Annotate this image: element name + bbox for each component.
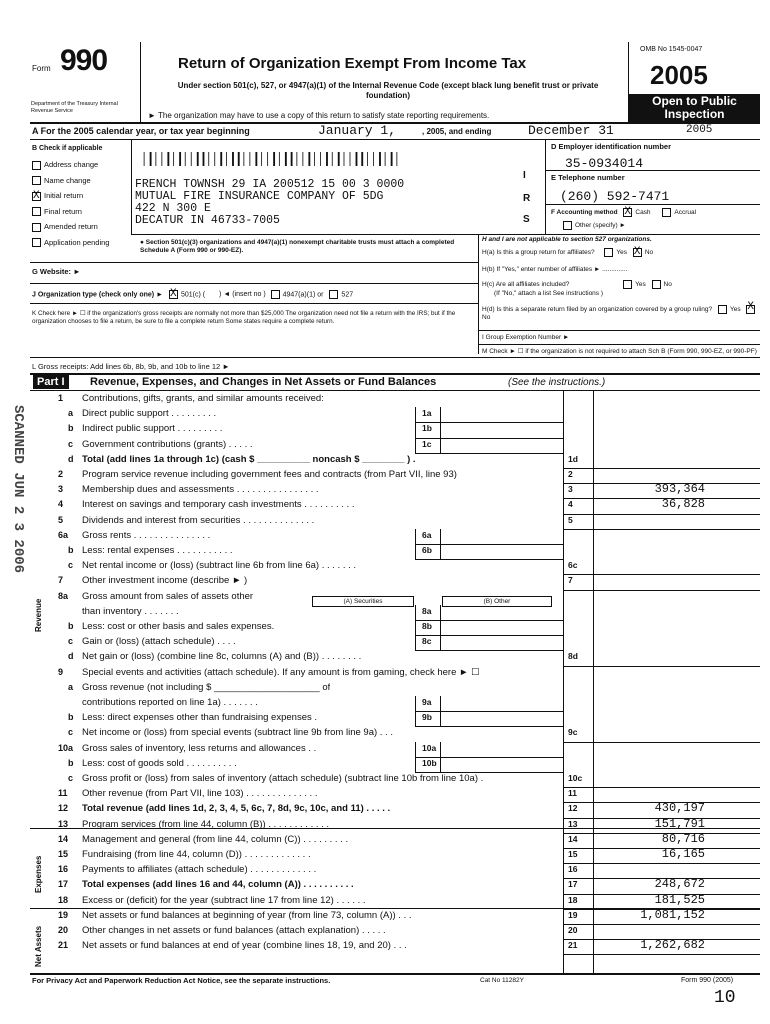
line-description: Other changes in net assets or fund balances (attach explanation) . . . . . <box>82 925 386 936</box>
line-description: than inventory . . . . . . . <box>82 605 179 617</box>
part-i-see-instructions: (See the instructions.) <box>508 377 606 388</box>
part-i-tag-text: Part I <box>37 376 65 388</box>
line-b-checkbox[interactable] <box>32 176 41 185</box>
line-code: 15 <box>568 849 578 859</box>
line-number: b <box>68 621 74 631</box>
line-k: K Check here ► ☐ if the organization's gross receipts are normally not more than $25,000 The organization need not file a return with the IRS; but if the organization chooses to file a return, be sure to file a complete return Some states require a complete return. <box>32 310 456 325</box>
line-description: Fundraising (from line 44, column (D)) . . . . . . . . . . . . . <box>82 849 311 860</box>
line-description: Less: rental expenses . . . . . . . . . . . <box>82 545 233 556</box>
line-hd-text: H(d) Is this a separate return filed by an organization covered by a group ruling? <box>482 306 713 314</box>
line-description: Direct public support . . . . . . . . . <box>82 408 217 420</box>
line-b-item <box>32 191 132 207</box>
form-label: Form <box>32 64 51 73</box>
state-notice: ► The organization may have to use a copy of this return to satisfy state reporting requirements. <box>148 111 490 120</box>
ha-yes-checkbox[interactable] <box>604 248 613 257</box>
line-b-checkbox[interactable] <box>32 223 41 232</box>
open-to-public-badge <box>629 94 760 122</box>
line-description: Less: cost of goods sold . . . . . . . . . . <box>82 757 237 769</box>
line-description: Total expenses (add lines 16 and 44, column (A)) . . . . . . . . . . <box>82 879 354 891</box>
line-b-item-label: Initial return <box>44 191 84 200</box>
line-b-item <box>32 176 132 192</box>
line-number: b <box>68 423 74 434</box>
line-description: Program service revenue including government fees and contracts (from Part VII, line 93) <box>82 469 457 480</box>
line-code: 7 <box>568 575 573 586</box>
line-description: Total (add lines 1a through 1c) (cash $ __________ noncash $ ________ ) . <box>82 453 416 465</box>
address-line-1: FRENCH TOWNSH 29 IA 200512 15 00 3 0000 <box>135 178 405 191</box>
line-l: L Gross receipts: Add lines 6b, 8b, 9b, and 10b to line 12 ► <box>32 362 230 371</box>
line-hc <box>482 280 672 289</box>
line-amount[interactable]: 430,197 <box>654 801 705 816</box>
line-code: 14 <box>568 833 578 844</box>
line-description: Interest on savings and temporary cash investments . . . . . . . . . . <box>82 499 355 511</box>
line-b-item-label: Amended return <box>44 222 98 231</box>
other-method-checkbox[interactable] <box>563 221 572 230</box>
line-description: Gross profit or (loss) from sales of inventory (attach schedule) (subtract line 10b from line 10a) . <box>82 773 484 784</box>
line-description: Gross revenue (not including $ ____________________ of <box>82 681 331 693</box>
line-description: Other investment income (describe ► ) <box>82 575 248 587</box>
line-m: M Check ► ☐ if the organization is not required to attach Sch B (Form 990, 990-EZ, or 990-PF) <box>482 348 757 355</box>
line-amount[interactable]: 248,672 <box>654 877 705 892</box>
address-line-4: DECATUR IN 46733-7005 <box>135 214 280 227</box>
line-code: 8c <box>422 636 432 647</box>
line-number: c <box>68 438 74 449</box>
line-code: 19 <box>568 909 578 920</box>
line-i: I Group Exemption Number ► <box>482 334 570 341</box>
line-number: 11 <box>58 788 68 799</box>
line-number: 9 <box>58 666 64 677</box>
address-label-area <box>133 142 518 232</box>
line-number: 2 <box>58 469 64 479</box>
line-code: 6c <box>568 560 578 571</box>
line-code: 9a <box>422 697 432 707</box>
col-header-other-box <box>442 596 552 607</box>
line-ha-text: H(a) Is this a group return for affiliates? <box>482 249 595 257</box>
line-number: 18 <box>58 894 69 905</box>
side-label-expenses: Expenses <box>34 855 43 893</box>
line-description: Government contributions (grants) . . . . . <box>82 438 253 450</box>
irs-letter-r: R <box>523 193 531 204</box>
hc-yes-label: Yes <box>635 281 646 289</box>
line-number: 3 <box>58 484 64 495</box>
line-code: 20 <box>568 925 578 935</box>
line-amount[interactable]: 151,791 <box>654 816 705 831</box>
org-type-4947-checkbox[interactable] <box>271 290 280 299</box>
line-description: Dividends and interest from securities . . . . . . . . . . . . . . <box>82 514 315 526</box>
col-header-securities: (A) Securities <box>343 598 383 605</box>
side-label-revenue: Revenue <box>34 598 43 632</box>
line-hc-text: H(c) Are all affiliates included? <box>482 281 570 289</box>
line-b-item <box>32 238 132 254</box>
barcode: │┃││┃│┃││┃┃││┃│┃┃││┃││┃│┃┃││┃││┃│┃││┃┃││┃│┃│ <box>141 152 400 166</box>
line-code: 9c <box>568 727 578 738</box>
line-a-mid: , 2005, and ending <box>422 127 492 136</box>
line-amount[interactable]: 36,828 <box>661 497 705 512</box>
telephone-number[interactable]: (260) 592-7471 <box>560 189 670 204</box>
hd-yes-checkbox[interactable] <box>718 305 727 314</box>
form-number: 990 <box>60 44 108 77</box>
line-description: Less: direct expenses other than fundraising expenses . <box>82 712 318 724</box>
line-code: 10c <box>568 773 583 783</box>
line-hc-note: (If "No," attach a list See instructions ) <box>494 290 604 297</box>
line-description: Net gain or (loss) (combine line 8c, columns (A) and (B)) . . . . . . . . <box>82 651 362 663</box>
line-b-item-label: Final return <box>44 206 82 216</box>
line-code: 1d <box>568 453 578 464</box>
line-amount[interactable]: 1,262,682 <box>640 938 705 953</box>
org-type-501c-checkbox[interactable] <box>169 290 178 299</box>
accrual-checkbox[interactable] <box>662 208 671 217</box>
line-code: 12 <box>568 803 578 814</box>
line-number: c <box>68 727 74 738</box>
hd-yes-label: Yes <box>729 306 741 314</box>
form-footer-id: Form 990 (2005) <box>681 977 734 984</box>
line-b-item-label: Application pending <box>44 237 110 247</box>
line-code: 8b <box>422 621 432 631</box>
hc-no-label: No <box>663 281 672 289</box>
line-code: 1c <box>422 438 432 449</box>
irs-letter-i: I <box>523 170 526 181</box>
form-title: Return of Organization Exempt From Income Tax <box>178 55 527 72</box>
address-line-3: 422 N 300 E <box>135 202 211 215</box>
line-b-item-label: Name change <box>44 175 91 185</box>
line-description: Other revenue (from Part VII, line 103) . . . . . . . . . . . . . . <box>82 788 318 800</box>
line-b-checkbox[interactable] <box>32 238 41 247</box>
line-b-checkbox[interactable] <box>32 207 41 216</box>
tax-year: 2005 <box>650 60 708 90</box>
line-code: 16 <box>568 864 578 875</box>
line-code: 5 <box>568 514 573 525</box>
line-description: Indirect public support . . . . . . . . . <box>82 423 223 435</box>
line-amount[interactable]: 16,165 <box>661 847 705 861</box>
hc-yes-checkbox[interactable] <box>623 280 632 289</box>
line-number: b <box>68 545 74 555</box>
tax-year-end-year: 2005 <box>686 124 713 136</box>
line-h-title: H and I are not applicable to section 527 organizations. <box>482 236 652 243</box>
line-f-label: F Accounting method <box>551 209 618 217</box>
line-g-website: G Website: ► <box>32 267 81 276</box>
line-b-item-label: Address change <box>44 160 99 169</box>
line-code: 18 <box>568 894 578 905</box>
line-code: 17 <box>568 879 578 890</box>
line-description: Gross sales of inventory, less returns and allowances . . <box>82 742 317 754</box>
line-number: d <box>68 453 74 464</box>
hd-no-checkbox[interactable] <box>746 305 755 314</box>
accrual-label: Accrual <box>674 209 697 217</box>
line-code: 13 <box>568 818 578 829</box>
privacy-notice: For Privacy Act and Paperwork Reduction Act Notice, see the separate instructions. <box>32 976 331 985</box>
org-type-4947-label: 4947(a)(1) or <box>282 291 324 299</box>
line-description: Net rental income or (loss) (subtract line 6b from line 6a) . . . . . . . <box>82 560 357 572</box>
employer-id[interactable]: 35-0934014 <box>565 156 644 171</box>
line-number: 21 <box>58 940 69 951</box>
line-b-checkbox[interactable] <box>32 192 41 201</box>
line-description: Excess or (deficit) for the year (subtract line 17 from line 12) . . . . . . <box>82 894 366 906</box>
cash-label: Cash <box>635 209 651 217</box>
line-amount[interactable]: 1,081,152 <box>640 907 705 922</box>
line-code: 1a <box>422 408 432 419</box>
line-number: d <box>68 651 74 662</box>
other-method-label: Other (specify) ► <box>575 222 626 230</box>
line-number: c <box>68 560 74 571</box>
line-description: contributions reported on line 1a) . . . . . . . <box>82 697 258 708</box>
hc-no-checkbox[interactable] <box>652 280 661 289</box>
line-code: 10a <box>422 742 437 753</box>
line-description: Membership dues and assessments . . . . . . . . . . . . . . . . <box>82 484 319 496</box>
tax-year-end[interactable]: December 31 <box>528 123 614 138</box>
line-description: Net assets or fund balances at beginning of year (from line 73, column (A)) . . . <box>82 909 412 921</box>
cash-checkbox[interactable] <box>623 208 632 217</box>
line-number: 1 <box>58 393 64 403</box>
line-description: Net income or (loss) from special events (subtract line 9b from line 9a) . . . <box>82 727 393 739</box>
scanned-stamp: SCANNED JUN 2 3 2006 <box>10 405 26 574</box>
line-description: Gross rents . . . . . . . . . . . . . . . <box>82 529 211 541</box>
line-code: 9b <box>422 712 432 723</box>
line-amount[interactable]: 80,716 <box>661 831 705 846</box>
line-code: 10b <box>422 757 437 768</box>
line-amount[interactable]: 393,364 <box>654 482 705 497</box>
col-header-other: (B) Other <box>483 598 511 605</box>
line-number: c <box>68 636 74 647</box>
line-code: 4 <box>568 499 573 510</box>
part-i-tag <box>33 375 69 389</box>
line-number: 15 <box>58 849 69 859</box>
line-b-label: B Check if applicable <box>32 145 103 152</box>
line-description: Net assets or fund balances at end of year (combine lines 18, 19, and 20) . . . <box>82 940 407 952</box>
line-number: 5 <box>58 514 64 525</box>
line-hb: H(b) If "Yes," enter number of affiliates ► .............. <box>482 266 628 273</box>
line-code: 6b <box>422 545 432 555</box>
line-number: 10a <box>58 742 74 753</box>
form-subtitle: Under section 501(c), 527, or 4947(a)(1) of the Internal Revenue Code (except black lung benefit trust or private foundation) <box>177 81 599 100</box>
line-d-label: D Employer identification number <box>551 142 672 151</box>
line-ha <box>482 248 653 257</box>
line-description: Gross amount from sales of assets other <box>82 590 254 602</box>
tax-year-begin[interactable]: January 1, <box>318 123 397 138</box>
line-number: b <box>68 757 74 768</box>
line-number: a <box>68 681 74 692</box>
line-b-checkbox-list <box>32 160 132 253</box>
line-code: 6a <box>422 529 432 540</box>
line-a-label: A For the 2005 calendar year, or tax year beginning <box>32 126 250 136</box>
line-e-label: E Telephone number <box>551 173 625 182</box>
org-type-insert: ) ◄ (insert no ) <box>219 291 266 299</box>
org-type-527-label: 527 <box>341 291 354 299</box>
line-code: 11 <box>568 788 577 799</box>
line-number: b <box>68 712 74 723</box>
line-number: 12 <box>58 803 69 814</box>
col-header-securities-box <box>312 596 414 607</box>
catalog-number: Cat No 11282Y <box>480 977 524 984</box>
line-description: Program services (from line 44, column (B)) . . . . . . . . . . . . <box>82 818 330 830</box>
line-number: 8a <box>58 590 69 601</box>
line-number: c <box>68 773 74 783</box>
ha-yes-label: Yes <box>616 249 628 257</box>
hd-no-label: No <box>482 314 491 322</box>
line-description: Payments to affiliates (attach schedule) . . . . . . . . . . . . . <box>82 864 317 876</box>
line-number: 14 <box>58 833 69 844</box>
line-description: Gain or (loss) (attach schedule) . . . . <box>82 636 236 648</box>
section-501-note: ● Section 501(c)(3) organizations and 4947(a)(1) nonexempt charitable trusts must attach a completed Schedule A (Form 990 or 990-EZ). <box>140 239 455 254</box>
org-type-527-checkbox[interactable] <box>329 290 338 299</box>
line-number: 16 <box>58 864 69 875</box>
line-j-label: J Organization type (check only one) ► <box>32 291 164 299</box>
line-number: a <box>68 408 74 419</box>
line-code: 8a <box>422 605 432 616</box>
irs-letter-s: S <box>523 214 530 225</box>
line-code: 21 <box>568 940 578 951</box>
line-description: Less: cost or other basis and sales expenses. <box>82 621 275 632</box>
open-to-public-text: Open to Public Inspection <box>652 94 737 121</box>
line-number: 6a <box>58 529 69 540</box>
ha-no-label: No <box>644 249 654 257</box>
page-mark: 10 <box>714 988 736 1008</box>
line-description: Management and general (from line 44, column (C)) . . . . . . . . . <box>82 833 349 845</box>
line-number: 17 <box>58 879 69 890</box>
line-b-checkbox[interactable] <box>32 161 41 170</box>
part-i-title: Revenue, Expenses, and Changes in Net Assets or Fund Balances <box>90 376 437 388</box>
line-code: 1b <box>422 423 432 434</box>
org-type-501c-label: 501(c) ( <box>180 291 206 299</box>
line-code: 8d <box>568 651 578 662</box>
line-number: 13 <box>58 818 69 829</box>
line-number: 7 <box>58 575 64 586</box>
line-hd <box>482 305 762 322</box>
line-description: Contributions, gifts, grants, and similar amounts received: <box>82 393 324 404</box>
department: Department of the Treasury Internal Revenue Service <box>31 101 118 114</box>
ha-no-checkbox[interactable] <box>633 248 642 257</box>
line-number: 20 <box>58 925 69 935</box>
line-description: Total revenue (add lines 1d, 2, 3, 4, 5, 6c, 7, 8d, 9c, 10c, and 11) . . . . . <box>82 803 391 815</box>
omb-number: OMB No 1545-0047 <box>640 46 703 53</box>
line-code: 2 <box>568 469 573 479</box>
address-line-2: MUTUAL FIRE INSURANCE COMPANY OF 5DG <box>135 190 384 203</box>
line-b-item <box>32 160 132 176</box>
line-description: Special events and activities (attach schedule). If any amount is from gaming, check here ► ☐ <box>82 666 480 678</box>
line-b-item <box>32 207 132 223</box>
line-number: 19 <box>58 909 69 920</box>
line-b-item <box>32 222 132 238</box>
line-amount[interactable]: 181,525 <box>654 892 705 907</box>
side-label-net-assets: Net Assets <box>34 925 43 967</box>
line-number: 4 <box>58 499 64 510</box>
line-code: 3 <box>568 484 573 495</box>
